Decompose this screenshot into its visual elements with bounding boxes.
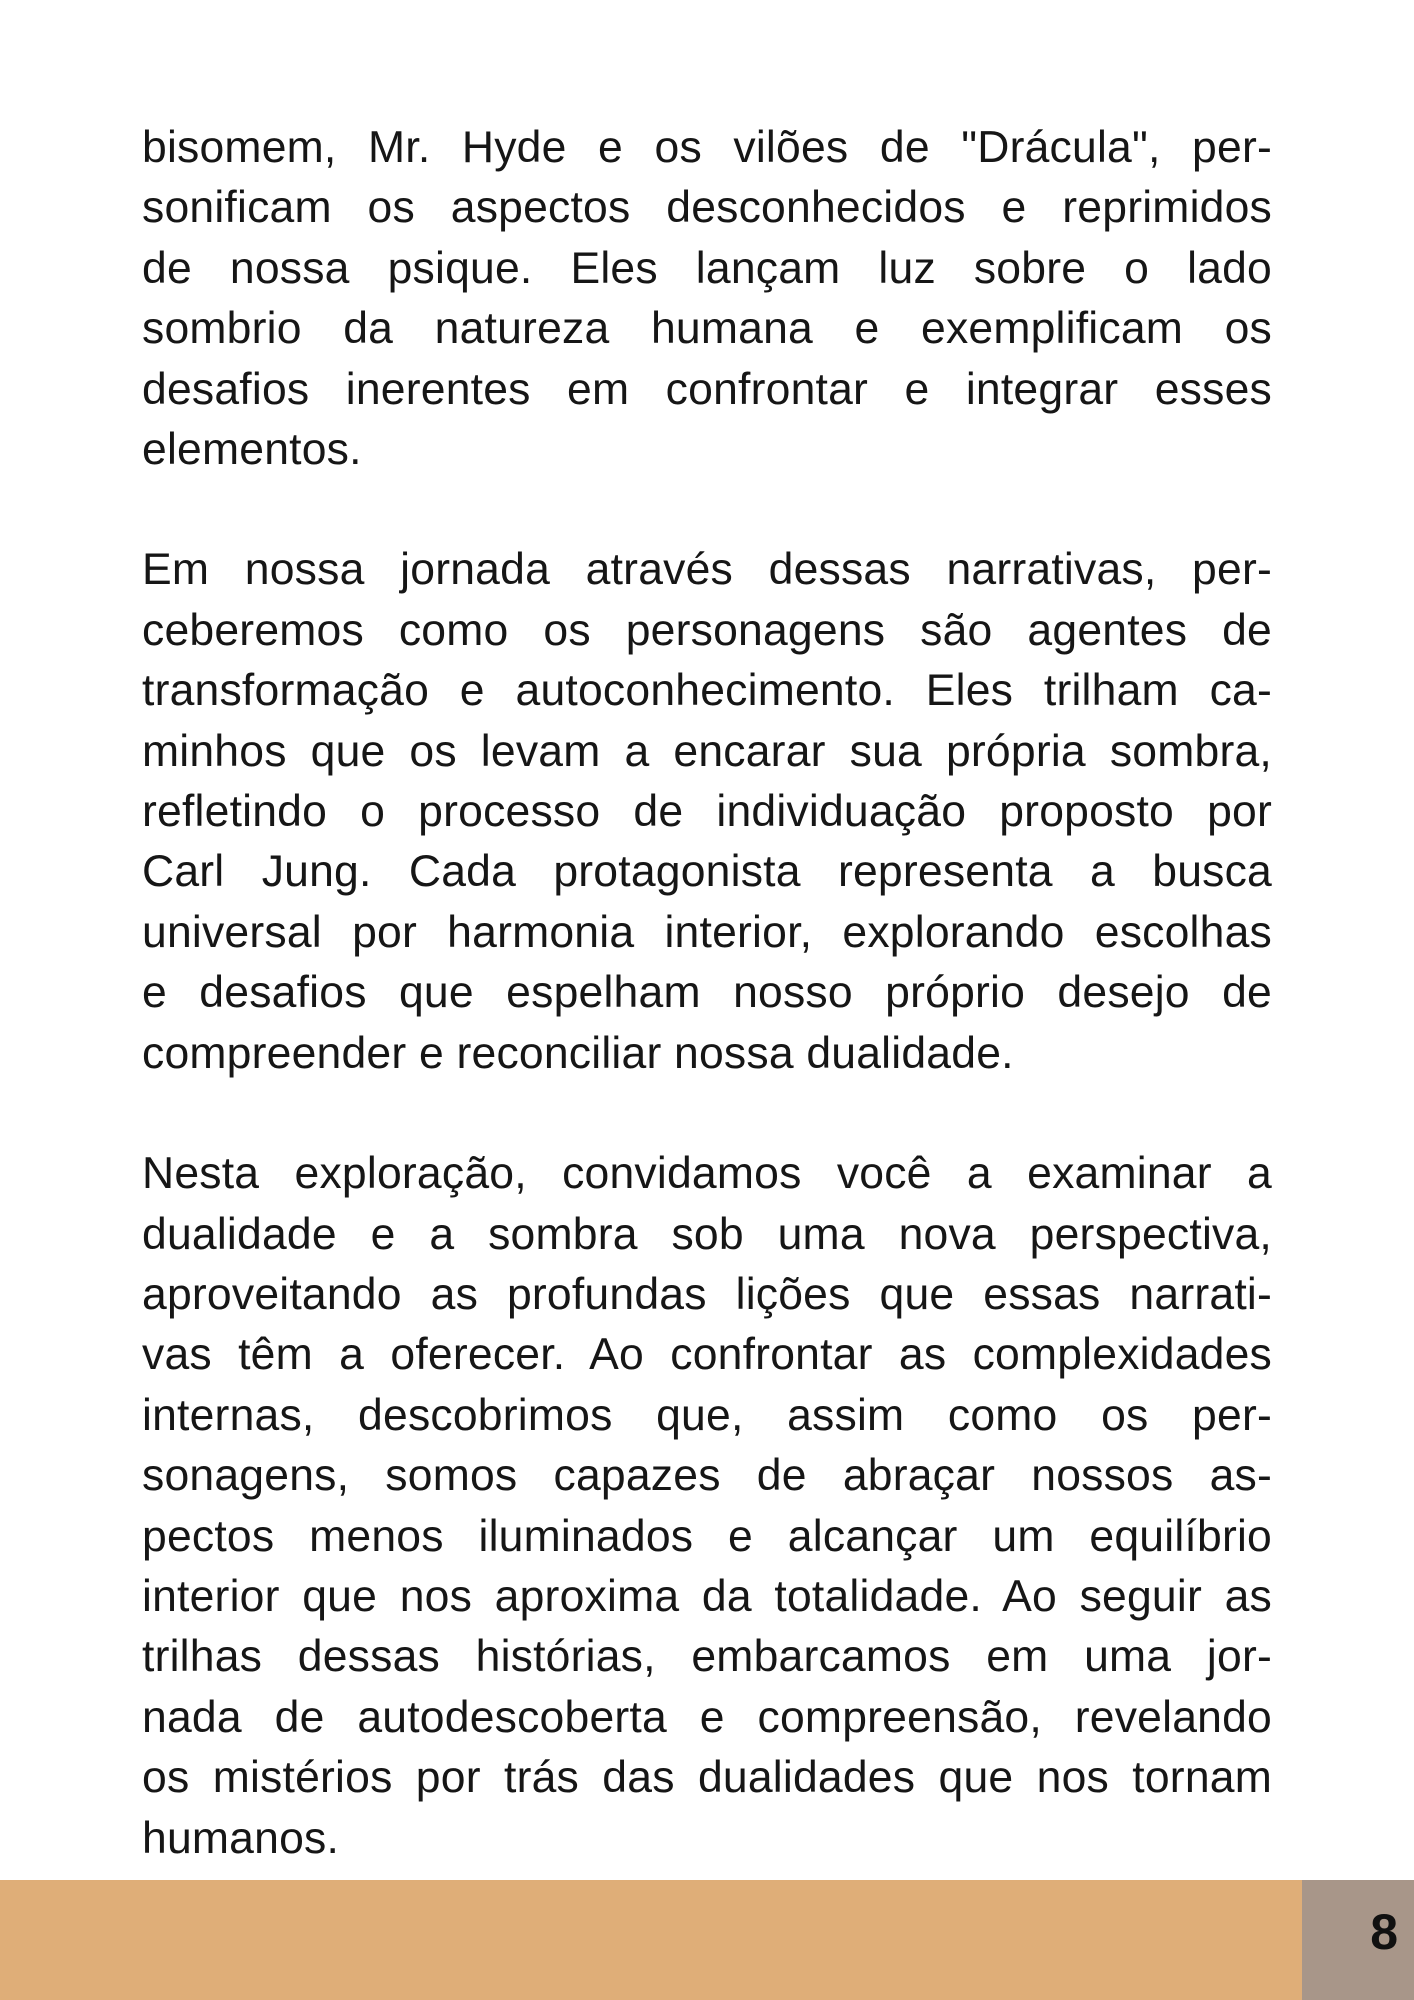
text-line: Nesta exploração, convidamos você a examinar a	[142, 1149, 1272, 1199]
paragraph	[142, 118, 1272, 480]
text-line: ceberemos como os personagens são agentes de	[142, 605, 1272, 655]
footer-bar	[0, 1880, 1302, 2000]
text-line: sombrio da natureza humana e exemplificam os	[142, 304, 1272, 354]
text-line: refletindo o processo de individuação proposto por	[142, 787, 1272, 837]
text-line: sonificam os aspectos desconhecidos e reprimidos	[142, 183, 1272, 233]
text-line: universal por harmonia interior, explorando escolhas	[142, 907, 1272, 957]
text-line: elementos.	[142, 425, 362, 475]
text-line: de nossa psique. Eles lançam luz sobre o lado	[142, 243, 1272, 293]
text-line: interior que nos aproxima da totalidade. Ao seguir as	[142, 1571, 1272, 1621]
text-line: Em nossa jornada através dessas narrativas, per-	[142, 545, 1272, 595]
text-line: nada de autodescoberta e compreensão, revelando	[142, 1692, 1272, 1742]
text-line: minhos que os levam a encarar sua própria sombra,	[142, 726, 1272, 776]
text-line: trilhas dessas histórias, embarcamos em uma jor-	[142, 1632, 1272, 1682]
text-line: vas têm a oferecer. Ao confrontar as complexidades	[142, 1330, 1272, 1380]
text-line: transformação e autoconhecimento. Eles trilham ca-	[142, 666, 1272, 716]
text-line: aproveitando as profundas lições que essas narrati-	[142, 1269, 1272, 1319]
text-line: e desafios que espelham nosso próprio desejo de	[142, 968, 1272, 1018]
paragraph	[142, 1144, 1272, 1869]
text-line: pectos menos iluminados e alcançar um equilíbrio	[142, 1511, 1272, 1561]
text-line: compreender e reconciliar nossa dualidade.	[142, 1028, 1014, 1078]
text-line: os mistérios por trás das dualidades que nos tornam	[142, 1753, 1272, 1803]
text-line: desafios inerentes em confrontar e integrar esses	[142, 364, 1272, 414]
text-line: sonagens, somos capazes de abraçar nossos as-	[142, 1451, 1272, 1501]
text-line: Carl Jung. Cada protagonista representa a busca	[142, 847, 1272, 897]
page-number: 8	[1370, 1904, 1398, 1960]
text-line: bisomem, Mr. Hyde e os vilões de "Drácula", per-	[142, 123, 1272, 172]
text-line: dualidade e a sombra sob uma nova perspectiva,	[142, 1209, 1272, 1259]
text-line: humanos.	[142, 1813, 340, 1863]
page-number-box	[1302, 1880, 1414, 2000]
paragraph	[142, 540, 1272, 1084]
document-body	[142, 118, 1272, 1869]
text-line: internas, descobrimos que, assim como os per-	[142, 1390, 1272, 1440]
